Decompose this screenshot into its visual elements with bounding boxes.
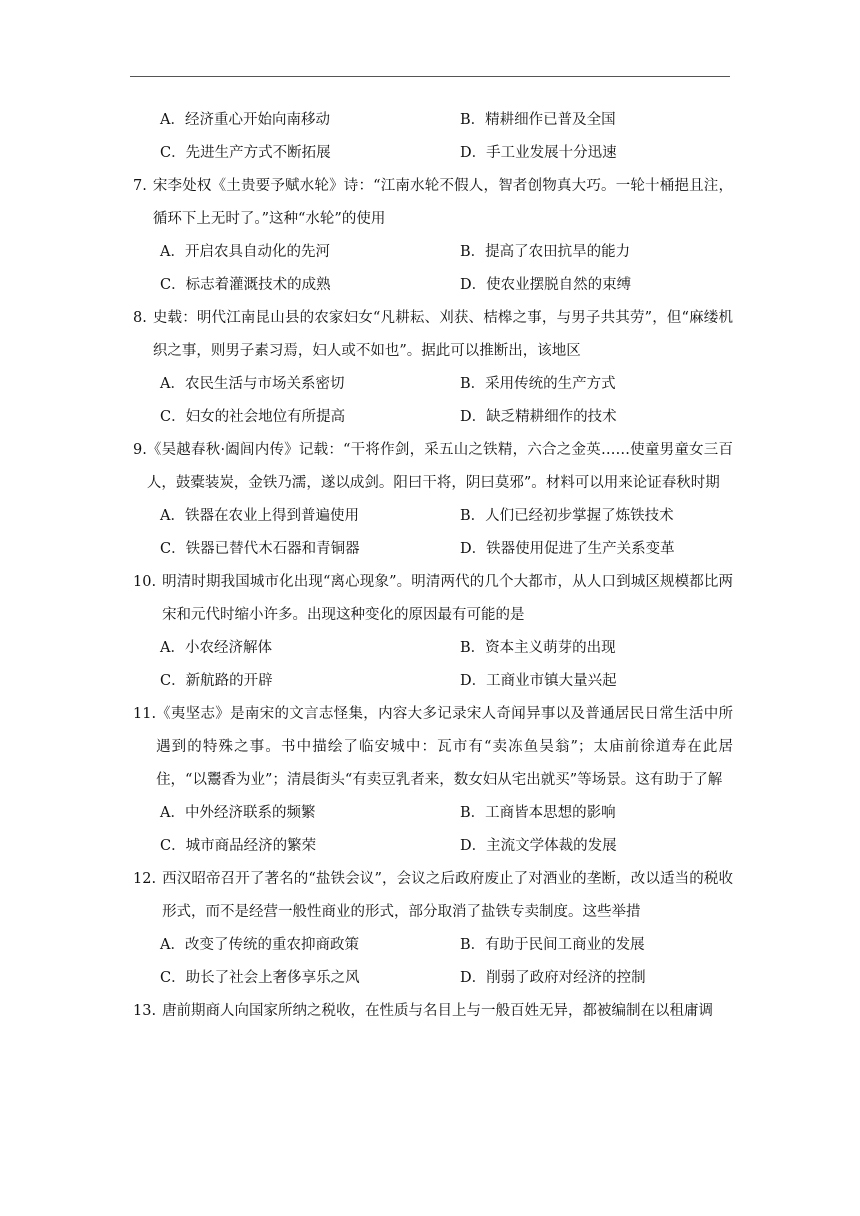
question-text: 明清时期我国城市化出现“离心现象”。明清两代的几个大都市，从人口到城区规模都比两宋和元代时缩小许多。出现这种变化的原因最有可能的是 [162, 574, 733, 623]
option-a: A．中外经济联系的频繁 [160, 805, 316, 821]
option-a: A．小农经济解体 [160, 640, 272, 656]
option-d: D．主流文学体裁的发展 [460, 838, 617, 854]
question-list [133, 104, 733, 1028]
question-13 [133, 995, 733, 1028]
option-d: D．铁器使用促进了生产关系变革 [460, 541, 675, 557]
question-text: 宋李处权《土贵要予赋水轮》诗：“江南水轮不假人，智者创物真大巧。一轮十桶挹且注，循环下上无时了。”这种“水轮”的使用 [152, 178, 733, 227]
header-rule [130, 76, 730, 77]
option-c: C．标志着灌溉技术的成熟 [160, 277, 331, 293]
question-text: 唐前期商人向国家所纳之税收，在性质与名目上与一般百姓无异，都被编制在以租庸调 [162, 1003, 714, 1019]
question-8 [133, 302, 733, 434]
option-a: A．铁器在农业上得到普遍使用 [160, 508, 359, 524]
option-b: B．提高了农田抗旱的能力 [460, 244, 631, 260]
question-text: 西汉昭帝召开了著名的“盐铁会议”，会议之后政府废止了对酒业的垄断，改以适当的税收形式，而不是经营一般性商业的形式，部分取消了盐铁专卖制度。这些举措 [162, 871, 733, 920]
option-c: C．先进生产方式不断拓展 [160, 145, 331, 161]
option-a: A．改变了传统的重农抑商政策 [160, 937, 359, 953]
option-c: C．妇女的社会地位有所提高 [160, 409, 346, 425]
option-c: C．城市商品经济的繁荣 [160, 838, 317, 854]
question-9 [133, 434, 733, 566]
question-11 [133, 698, 733, 863]
option-c: C．新航路的开辟 [160, 673, 273, 689]
question-text: 《夷坚志》是南宋的文言志怪集，内容大多记录宋人奇闻异事以及普通居民日常生活中所遇到的特殊之事。书中描绘了临安城中：瓦市有“卖冻鱼吴翁”；太庙前徐道寿在此居住，“以鬻香为业”；清晨街头“有卖豆乳者来，数女妇从宅出就买”等场景。这有助于了解 [156, 706, 733, 788]
question-7 [133, 170, 733, 302]
question-number: 12. [133, 871, 157, 887]
option-b: B．工商皆本思想的影响 [460, 805, 616, 821]
option-d: D．工商业市镇大量兴起 [460, 673, 617, 689]
option-c: C．助长了社会上奢侈享乐之风 [160, 970, 360, 986]
option-d: D．缺乏精耕细作的技术 [460, 409, 617, 425]
option-b: B．人们已经初步掌握了炼铁技术 [460, 508, 674, 524]
question-10 [133, 566, 733, 698]
question-number: 9. [133, 442, 147, 458]
question-number: 10. [133, 574, 157, 590]
question-number: 7. [133, 178, 147, 194]
question-number: 13. [133, 1003, 157, 1019]
option-b: B．精耕细作已普及全国 [460, 112, 616, 128]
option-a: A．经济重心开始向南移动 [160, 112, 330, 128]
option-c: C．铁器已替代木石器和青铜器 [160, 541, 360, 557]
option-a: A．开启农具自动化的先河 [160, 244, 330, 260]
option-b: B．有助于民间工商业的发展 [460, 937, 645, 953]
question-text: 《吴越春秋·阖闾内传》记载：“干将作剑，采五山之铁精，六合之金英……使童男童女三百人，鼓橐装炭，金铁乃濡，遂以成剑。阳曰干将，阴曰莫邪”。材料可以用来论证春秋时期 [146, 442, 733, 491]
question-text: 史载：明代江南昆山县的农家妇女“凡耕耘、刈获、桔槔之事，与男子共其劳”，但“麻缕机织之事，则男子素习焉，妇人或不如也”。据此可以推断出，该地区 [152, 310, 733, 359]
option-d: D．手工业发展十分迅速 [460, 145, 617, 161]
option-a: A．农民生活与市场关系密切 [160, 376, 345, 392]
question-12 [133, 863, 733, 995]
option-b: B．资本主义萌芽的出现 [460, 640, 616, 656]
question-number: 8. [133, 310, 147, 326]
lead-options [160, 104, 733, 170]
option-d: D．使农业摆脱自然的束缚 [460, 277, 632, 293]
option-d: D．削弱了政府对经济的控制 [460, 970, 646, 986]
question-number: 11. [133, 706, 157, 722]
option-b: B．采用传统的生产方式 [460, 376, 616, 392]
